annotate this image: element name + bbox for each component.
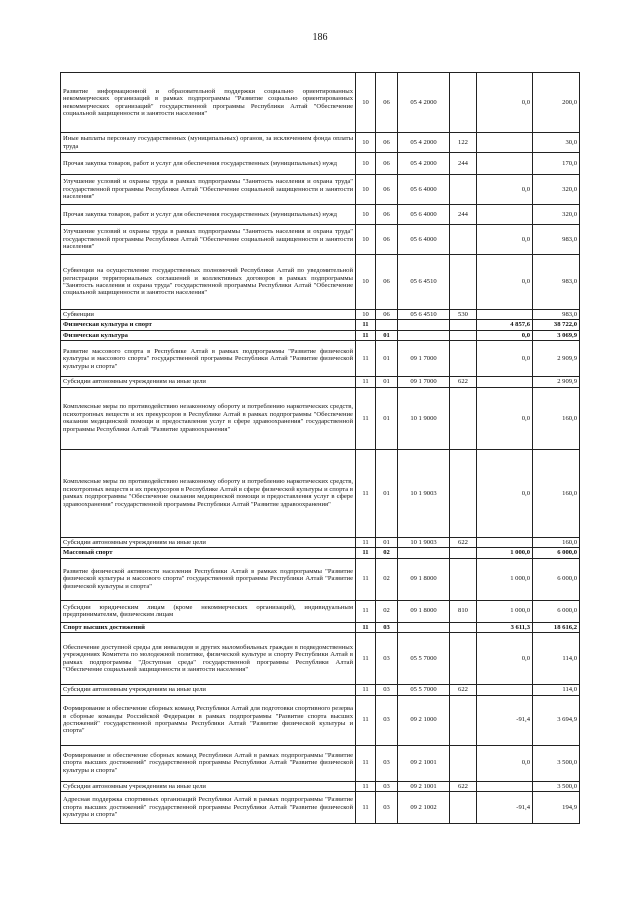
- subsection-code-cell: 03: [376, 745, 398, 781]
- total-amount-cell: 18 616,2: [533, 622, 580, 632]
- table-row: [61, 73, 580, 133]
- change-amount-cell: [477, 781, 533, 791]
- expense-type-cell: 622: [450, 377, 477, 387]
- expense-type-cell: 530: [450, 310, 477, 320]
- section-code-cell: 10: [356, 133, 376, 153]
- subsection-code-cell: 02: [376, 548, 398, 558]
- table-row: [61, 695, 580, 745]
- table-row: [61, 225, 580, 255]
- section-code-cell: 11: [356, 791, 376, 823]
- table-row: [61, 387, 580, 449]
- total-amount-cell: 983,0: [533, 225, 580, 255]
- row-name-cell: Развитие физической активности населения Республики Алтай в рамках подпрограммы "Развитие физической культуры и массового спорта" государственной программы Республики Алтай "Развитие физической культуры и спорта": [61, 558, 356, 600]
- change-amount-cell: 0,0: [477, 255, 533, 310]
- total-amount-cell: 3 500,0: [533, 745, 580, 781]
- row-name-cell: Улучшение условий и охраны труда в рамках подпрограммы "Занятость населения и охрана труда" государственной программы Республики Алтай "Обеспечение социальной защищенности и занятости населения": [61, 225, 356, 255]
- table-row: [61, 558, 580, 600]
- section-code-cell: 11: [356, 745, 376, 781]
- change-amount-cell: 1 000,0: [477, 558, 533, 600]
- row-name-cell: Спорт высших достижений: [61, 622, 356, 632]
- row-name-cell: Формирование и обеспечение сборных команд Республики Алтай для подготовки спортивного резерва в сборные команды Российской Федерации в рамках подпрограммы "Развитие спорта высших достижений" государственной программы Республики Алтай "Развитие физической культуры и спорта": [61, 695, 356, 745]
- expense-type-cell: [450, 330, 477, 340]
- change-amount-cell: [477, 537, 533, 547]
- change-amount-cell: 0,0: [477, 175, 533, 205]
- row-name-cell: Улучшение условий и охраны труда в рамках подпрограммы "Занятость населения и охрана труда" государственной программы Республики Алтай "Обеспечение социальной защищенности и занятости населения": [61, 175, 356, 205]
- target-article-cell: 10 1 9003: [398, 449, 450, 537]
- change-amount-cell: 4 857,6: [477, 320, 533, 330]
- row-name-cell: Прочая закупка товаров, работ и услуг для обеспечения государственных (муниципальных) нужд: [61, 153, 356, 175]
- target-article-cell: 05 6 4510: [398, 255, 450, 310]
- total-amount-cell: 6 000,0: [533, 600, 580, 622]
- table-row: [61, 449, 580, 537]
- target-article-cell: 10 1 9000: [398, 387, 450, 449]
- budget-table: [60, 72, 580, 824]
- table-row: [61, 330, 580, 340]
- subsection-code-cell: 01: [376, 449, 398, 537]
- subsection-code-cell: 01: [376, 330, 398, 340]
- target-article-cell: 09 2 1000: [398, 695, 450, 745]
- section-code-cell: 11: [356, 377, 376, 387]
- table-row: [61, 633, 580, 685]
- row-name-cell: Адресная поддержка спортивных организаций Республики Алтай в рамках подпрограммы "Развитие спорта высших достижений" государственной программы Республики Алтай "Развитие физической культуры и спорта": [61, 791, 356, 823]
- section-code-cell: 11: [356, 685, 376, 695]
- change-amount-cell: 0,0: [477, 387, 533, 449]
- subsection-code-cell: 01: [376, 387, 398, 449]
- change-amount-cell: [477, 205, 533, 225]
- row-name-cell: Развитие информационной и образовательной поддержки социально ориентированных некоммерческих организаций в рамках подпрограммы "Развитие социально ориентированных некоммерческих организаций" государственной программы Республики Алтай "Обеспечение социальной защищенности и занятости населения": [61, 73, 356, 133]
- section-code-cell: 11: [356, 537, 376, 547]
- table-row: [61, 341, 580, 377]
- subsection-code-cell: 02: [376, 558, 398, 600]
- expense-type-cell: [450, 548, 477, 558]
- row-name-cell: Комплексные меры по противодействию незаконному обороту и потреблению наркотических средств, психотропных веществ и их прекурсоров в Республике Алтай в рамках подпрограммы "Обеспечение оказания медицинской помощи и предоставления услуг в сфере здравоохранения" государственной программы Республики Алтай "Развитие здравоохранения": [61, 387, 356, 449]
- subsection-code-cell: 03: [376, 633, 398, 685]
- expense-type-cell: [450, 225, 477, 255]
- expense-type-cell: [450, 387, 477, 449]
- target-article-cell: 05 6 4000: [398, 225, 450, 255]
- section-code-cell: 10: [356, 153, 376, 175]
- expense-type-cell: [450, 341, 477, 377]
- change-amount-cell: 0,0: [477, 330, 533, 340]
- subsection-code-cell: 06: [376, 205, 398, 225]
- subsection-code-cell: 06: [376, 133, 398, 153]
- target-article-cell: 09 2 1001: [398, 781, 450, 791]
- change-amount-cell: -91,4: [477, 695, 533, 745]
- total-amount-cell: 38 722,0: [533, 320, 580, 330]
- table-row: [61, 255, 580, 310]
- target-article-cell: 05 5 7000: [398, 685, 450, 695]
- change-amount-cell: 0,0: [477, 633, 533, 685]
- section-code-cell: 11: [356, 695, 376, 745]
- change-amount-cell: 3 611,3: [477, 622, 533, 632]
- total-amount-cell: 3 694,9: [533, 695, 580, 745]
- page-number: 186: [312, 32, 328, 43]
- section-code-cell: 11: [356, 633, 376, 685]
- target-article-cell: 05 6 4000: [398, 205, 450, 225]
- change-amount-cell: [477, 310, 533, 320]
- target-article-cell: [398, 622, 450, 632]
- change-amount-cell: 0,0: [477, 225, 533, 255]
- expense-type-cell: [450, 558, 477, 600]
- table-row: [61, 791, 580, 823]
- subsection-code-cell: 01: [376, 341, 398, 377]
- table-row: [61, 133, 580, 153]
- section-code-cell: 11: [356, 600, 376, 622]
- expense-type-cell: 122: [450, 133, 477, 153]
- section-code-cell: 11: [356, 330, 376, 340]
- expense-type-cell: [450, 73, 477, 133]
- target-article-cell: [398, 330, 450, 340]
- section-code-cell: 10: [356, 73, 376, 133]
- row-name-cell: Обеспечение доступной среды для инвалидов и других маломобильных граждан в подведомственных учреждениях Комитета по молодежной политике, физической культуре и спорту Республики Алтай в рамках подпрограммы "Доступная среда" государственной программы Республики Алтай "Обеспечение социальной защищенности и занятости населения": [61, 633, 356, 685]
- table-row: [61, 685, 580, 695]
- target-article-cell: 05 4 2000: [398, 133, 450, 153]
- row-name-cell: Иные выплаты персоналу государственных (муниципальных) органов, за исключением фонда оплаты труда: [61, 133, 356, 153]
- total-amount-cell: 983,0: [533, 255, 580, 310]
- target-article-cell: [398, 320, 450, 330]
- change-amount-cell: [477, 133, 533, 153]
- target-article-cell: 09 1 8000: [398, 600, 450, 622]
- total-amount-cell: 160,0: [533, 537, 580, 547]
- table-body: [61, 73, 580, 824]
- expense-type-cell: [450, 745, 477, 781]
- total-amount-cell: 6 000,0: [533, 558, 580, 600]
- total-amount-cell: 170,0: [533, 153, 580, 175]
- subsection-code-cell: 06: [376, 255, 398, 310]
- table-row: [61, 600, 580, 622]
- target-article-cell: 05 6 4000: [398, 175, 450, 205]
- table-row: [61, 745, 580, 781]
- change-amount-cell: 0,0: [477, 449, 533, 537]
- subsection-code-cell: 06: [376, 153, 398, 175]
- target-article-cell: 09 1 7000: [398, 341, 450, 377]
- expense-type-cell: 622: [450, 685, 477, 695]
- row-name-cell: Субсидии автономным учреждениям на иные цели: [61, 377, 356, 387]
- row-name-cell: Субвенции: [61, 310, 356, 320]
- section-code-cell: 10: [356, 310, 376, 320]
- section-code-cell: 11: [356, 558, 376, 600]
- section-code-cell: 10: [356, 205, 376, 225]
- row-name-cell: Прочая закупка товаров, работ и услуг для обеспечения государственных (муниципальных) нужд: [61, 205, 356, 225]
- change-amount-cell: 0,0: [477, 73, 533, 133]
- row-name-cell: Субсидии юридическим лицам (кроме некоммерческих организаций), индивидуальным предпринимателям, физическим лицам: [61, 600, 356, 622]
- total-amount-cell: 114,0: [533, 633, 580, 685]
- table-row: [61, 781, 580, 791]
- subsection-code-cell: 01: [376, 377, 398, 387]
- total-amount-cell: 200,0: [533, 73, 580, 133]
- change-amount-cell: 0,0: [477, 341, 533, 377]
- total-amount-cell: 194,9: [533, 791, 580, 823]
- subsection-code-cell: 03: [376, 791, 398, 823]
- total-amount-cell: 6 000,0: [533, 548, 580, 558]
- row-name-cell: Физическая культура и спорт: [61, 320, 356, 330]
- table-row: [61, 205, 580, 225]
- expense-type-cell: 244: [450, 153, 477, 175]
- subsection-code-cell: 06: [376, 225, 398, 255]
- target-article-cell: 05 4 2000: [398, 153, 450, 175]
- section-code-cell: 11: [356, 387, 376, 449]
- expense-type-cell: [450, 695, 477, 745]
- expense-type-cell: [450, 320, 477, 330]
- target-article-cell: 05 4 2000: [398, 73, 450, 133]
- expense-type-cell: 244: [450, 205, 477, 225]
- expense-type-cell: [450, 175, 477, 205]
- row-name-cell: Массовый спорт: [61, 548, 356, 558]
- total-amount-cell: 3 500,0: [533, 781, 580, 791]
- expense-type-cell: [450, 449, 477, 537]
- section-code-cell: 11: [356, 548, 376, 558]
- target-article-cell: [398, 548, 450, 558]
- target-article-cell: 10 1 9003: [398, 537, 450, 547]
- subsection-code-cell: [376, 320, 398, 330]
- table-row: [61, 548, 580, 558]
- expense-type-cell: [450, 633, 477, 685]
- table-row: [61, 310, 580, 320]
- change-amount-cell: [477, 153, 533, 175]
- section-code-cell: 11: [356, 622, 376, 632]
- row-name-cell: Субсидии автономным учреждениям на иные цели: [61, 685, 356, 695]
- expense-type-cell: 622: [450, 537, 477, 547]
- section-code-cell: 11: [356, 320, 376, 330]
- subsection-code-cell: 03: [376, 695, 398, 745]
- row-name-cell: Формирование и обеспечение сборных команд Республики Алтай в рамках подпрограммы "Развитие спорта высших достижений" государственной программы Республики Алтай "Развитие физической культуры и спорта": [61, 745, 356, 781]
- table-row: [61, 153, 580, 175]
- table-row: [61, 622, 580, 632]
- change-amount-cell: [477, 377, 533, 387]
- section-code-cell: 10: [356, 225, 376, 255]
- row-name-cell: Развитие массового спорта в Республике Алтай в рамках подпрограммы "Развитие физической культуры и массового спорта" государственной программы Республики Алтай "Развитие физической культуры и спорта": [61, 341, 356, 377]
- subsection-code-cell: 06: [376, 175, 398, 205]
- total-amount-cell: 2 909,9: [533, 341, 580, 377]
- total-amount-cell: 30,0: [533, 133, 580, 153]
- subsection-code-cell: 06: [376, 73, 398, 133]
- row-name-cell: Субсидии автономным учреждениям на иные цели: [61, 781, 356, 791]
- section-code-cell: 10: [356, 175, 376, 205]
- table-row: [61, 320, 580, 330]
- expense-type-cell: [450, 255, 477, 310]
- table-row: [61, 377, 580, 387]
- target-article-cell: 09 2 1002: [398, 791, 450, 823]
- expense-type-cell: [450, 791, 477, 823]
- table-row: [61, 537, 580, 547]
- target-article-cell: 05 6 4510: [398, 310, 450, 320]
- target-article-cell: 09 1 8000: [398, 558, 450, 600]
- expense-type-cell: 622: [450, 781, 477, 791]
- total-amount-cell: 3 069,9: [533, 330, 580, 340]
- total-amount-cell: 114,0: [533, 685, 580, 695]
- target-article-cell: 09 2 1001: [398, 745, 450, 781]
- row-name-cell: Комплексные меры по противодействию незаконному обороту и потреблению наркотических средств, психотропных веществ и их прекурсоров в Республике Алтай в сфере физической культуры и спорта в рамках подпрограммы "Обеспечение оказания медицинской помощи и предоставления услуг в сфере здравоохранения" государственной программы Республики Алтай "Развитие здравоохранения": [61, 449, 356, 537]
- section-code-cell: 10: [356, 255, 376, 310]
- section-code-cell: 11: [356, 781, 376, 791]
- change-amount-cell: -91,4: [477, 791, 533, 823]
- expense-type-cell: [450, 622, 477, 632]
- section-code-cell: 11: [356, 449, 376, 537]
- target-article-cell: 09 1 7000: [398, 377, 450, 387]
- total-amount-cell: 160,0: [533, 449, 580, 537]
- target-article-cell: 05 5 7000: [398, 633, 450, 685]
- change-amount-cell: 0,0: [477, 745, 533, 781]
- change-amount-cell: 1 000,0: [477, 548, 533, 558]
- total-amount-cell: 2 909,9: [533, 377, 580, 387]
- section-code-cell: 11: [356, 341, 376, 377]
- total-amount-cell: 320,0: [533, 205, 580, 225]
- change-amount-cell: [477, 685, 533, 695]
- subsection-code-cell: 06: [376, 310, 398, 320]
- subsection-code-cell: 03: [376, 685, 398, 695]
- subsection-code-cell: 03: [376, 622, 398, 632]
- total-amount-cell: 160,0: [533, 387, 580, 449]
- row-name-cell: Физическая культура: [61, 330, 356, 340]
- total-amount-cell: 320,0: [533, 175, 580, 205]
- row-name-cell: Субвенции на осуществление государственных полномочий Республики Алтай по уведомительной регистрации территориальных соглашений и коллективных договоров в рамках подпрограммы "Занятость населения и охрана труда" государственной программы Республики Алтай "Обеспечение социальной защищенности и занятости населения": [61, 255, 356, 310]
- subsection-code-cell: 01: [376, 537, 398, 547]
- change-amount-cell: 1 000,0: [477, 600, 533, 622]
- subsection-code-cell: 03: [376, 781, 398, 791]
- table-row: [61, 175, 580, 205]
- total-amount-cell: 983,0: [533, 310, 580, 320]
- row-name-cell: Субсидии автономным учреждениям на иные цели: [61, 537, 356, 547]
- expense-type-cell: 810: [450, 600, 477, 622]
- subsection-code-cell: 02: [376, 600, 398, 622]
